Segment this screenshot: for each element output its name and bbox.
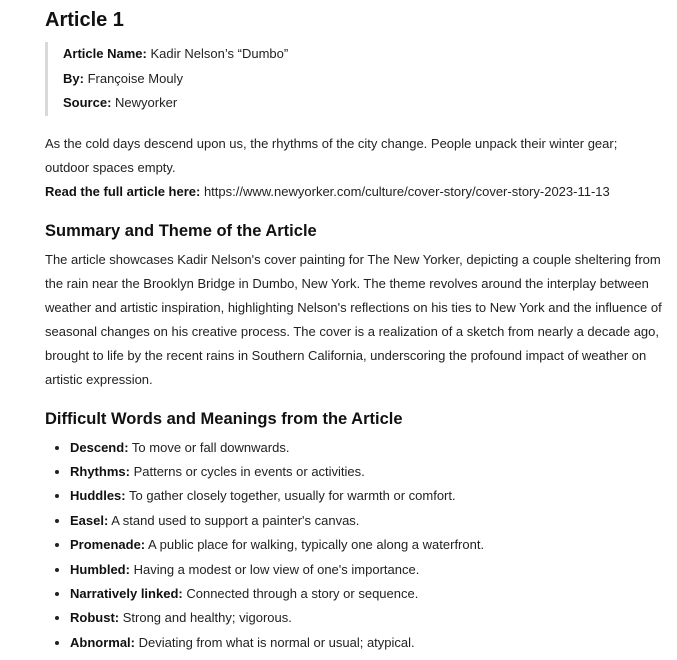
source-line: [63, 91, 663, 116]
word-meaning: Connected through a story or sequence.: [186, 585, 419, 601]
word-meaning: Deviating from what is normal or usual; atypical.: [138, 634, 415, 650]
author-label: By:: [63, 70, 84, 86]
read-more-url: https://www.newyorker.com/culture/cover-story/cover-story-2023-11-13: [203, 183, 610, 199]
list-item: [70, 533, 663, 557]
word-term: Promenade:: [70, 537, 146, 553]
difficult-words-list: [45, 436, 663, 656]
word-meaning: Having a modest or low view of one's importance.: [133, 561, 420, 577]
author-line: [63, 67, 663, 92]
source-label: Source:: [63, 95, 112, 110]
list-item: [70, 558, 663, 582]
words-heading: Difficult Words and Meanings from the Article: [45, 409, 403, 428]
word-meaning: A stand used to support a painter's canvas.: [111, 512, 360, 528]
word-term: Robust:: [70, 610, 120, 626]
word-term: Easel:: [70, 512, 109, 528]
author-value: Françoise Mouly: [87, 70, 183, 86]
article-name-value: Kadir Nelson’s “Dumbo”: [150, 46, 289, 61]
article-name-label: Article Name:: [63, 46, 147, 61]
list-item: [70, 509, 663, 533]
summary-heading: Summary and Theme of the Article: [45, 221, 317, 240]
list-item: [70, 460, 663, 484]
list-item: [70, 631, 663, 655]
word-meaning: A public place for walking, typically one along a waterfront.: [148, 537, 485, 553]
read-more-line: [45, 180, 663, 204]
list-item: [70, 582, 663, 606]
article-title: Article 1: [45, 9, 124, 31]
list-item: [70, 606, 663, 630]
word-term: Abnormal:: [70, 634, 135, 650]
source-value: Newyorker: [115, 95, 178, 110]
read-more-label: Read the full article here:: [45, 183, 201, 199]
word-term: Humbled:: [70, 561, 130, 577]
word-term: Narratively linked:: [70, 585, 183, 601]
word-meaning: Strong and healthy; vigorous.: [122, 610, 292, 626]
article-meta-quote: [45, 42, 663, 116]
article-name-line: [63, 42, 663, 67]
summary-paragraph: The article showcases Kadir Nelson's cover painting for The New Yorker, depicting a couple sheltering from the rain near the Brooklyn Bridge in Dumbo, New York. The theme revolves around the interplay between weather and artistic inspiration, highlighting Nelson's reflections on his ties to New York and the influence of seasonal changes on his creative process. The cover is a realization of a sketch from nearly a decade ago, brought to life by the recent rains in Southern California, underscoring the profound impact of weather on artistic expression.: [45, 251, 662, 387]
word-meaning: To move or fall downwards.: [131, 439, 290, 455]
word-term: Rhythms:: [70, 463, 130, 479]
list-item: [70, 436, 663, 460]
intro-paragraph: As the cold days descend upon us, the rhythms of the city change. People unpack their winter gear; outdoor spaces empty.: [45, 135, 618, 175]
word-term: Descend:: [70, 439, 129, 455]
word-term: Huddles:: [70, 488, 126, 504]
list-item: [70, 484, 663, 508]
word-meaning: Patterns or cycles in events or activities.: [133, 463, 365, 479]
word-meaning: To gather closely together, usually for warmth or comfort.: [129, 488, 456, 504]
